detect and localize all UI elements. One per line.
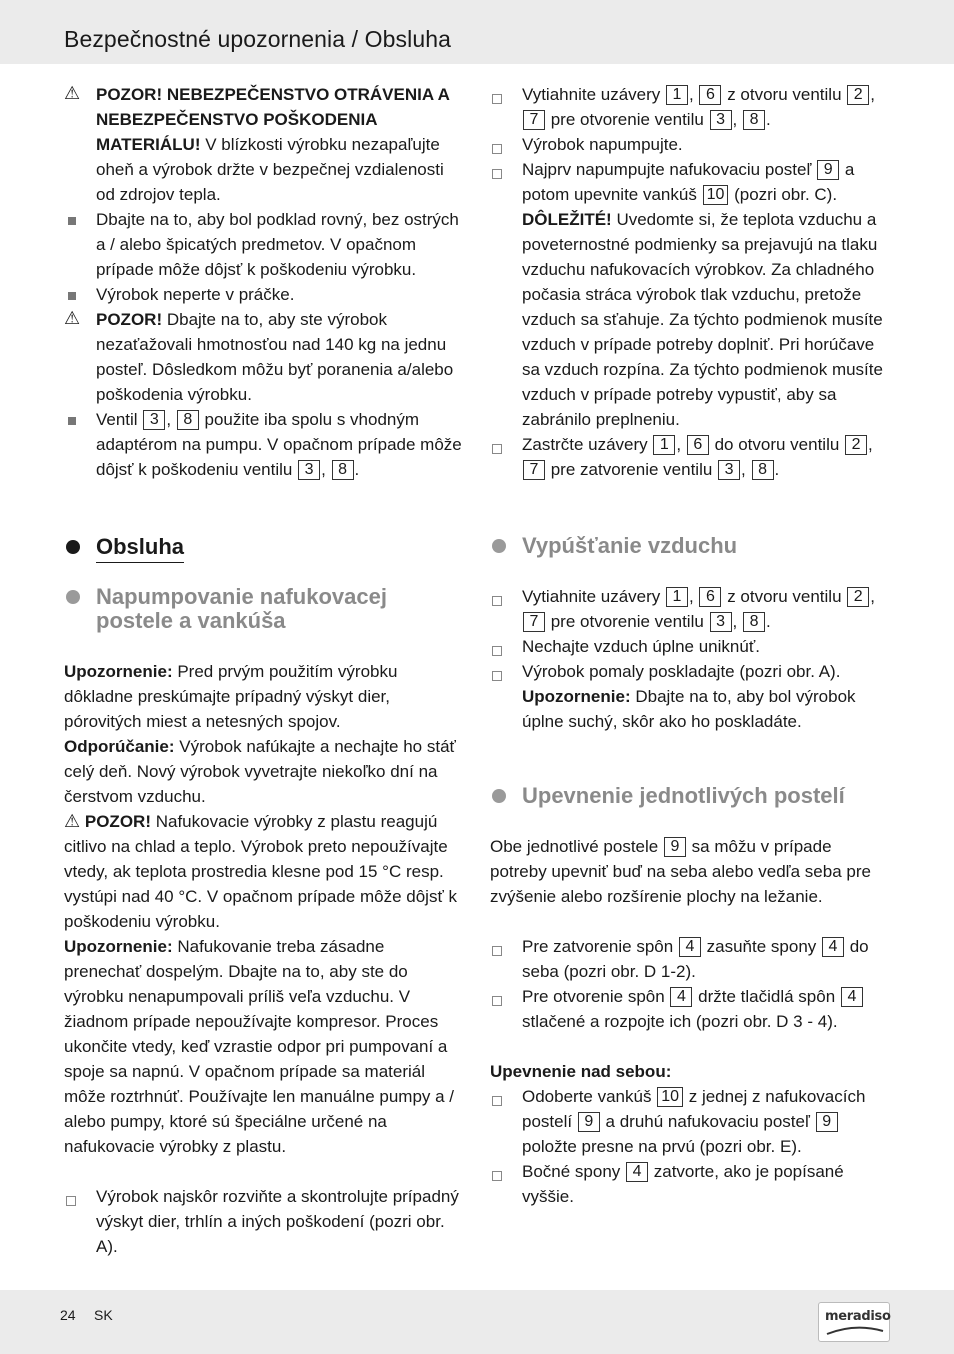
section-heading-napumpovanie <box>64 585 464 633</box>
list-item-text: Zastrčte uzávery <box>522 435 653 454</box>
list-item-text: Výrobok napumpujte. <box>522 135 683 154</box>
list-item <box>490 934 890 984</box>
list-item-text: držte tlačidlá spôn <box>693 987 840 1006</box>
list-item <box>64 282 464 307</box>
list-item-text: Vytiahnite uzávery <box>522 85 665 104</box>
paragraph-text: Nafukovanie treba zásadne prenechať dospelým. Dbajte na to, aby ste do výrobku nenapumpovali príliš veľa vzduchu. V žiadnom prípade nepoužívajte kompresor. Proces ukončite vtedy, keď vzrastie odpor pri pumpovaní a spoje sa napnú. V opačnom prípade sa materiál môže roztrhnúť. Používajte len manuálne pumpy a / alebo pumpy, ktoré sú špeciálne určené na nafukovacie výrobky z plastu. <box>64 937 455 1156</box>
list-item <box>490 82 890 132</box>
list-item <box>490 634 890 659</box>
subheading-nad-sebou: Upevnenie nad sebou: <box>490 1062 672 1081</box>
separator: , <box>868 435 873 454</box>
ref-box: 3 <box>143 410 165 430</box>
warning-triangle-icon: ⚠ <box>64 811 81 831</box>
separator: , <box>676 435 682 454</box>
separator: . <box>354 460 360 479</box>
list-item-text: použite iba spolu s vhodným adaptérom na pumpu. V opačnom prípade môže dôjsť k poškodeniu ventilu <box>96 410 462 479</box>
warning-poisoning <box>64 82 464 207</box>
meradiso-logo-icon <box>818 1302 890 1342</box>
ref-box: 8 <box>743 110 765 130</box>
ref-box: 1 <box>653 435 675 455</box>
separator: . <box>774 460 780 479</box>
ref-box: 4 <box>626 1162 648 1182</box>
warning-triangle-icon: ⚠ <box>64 308 81 328</box>
ref-box: 10 <box>703 185 729 205</box>
list-item <box>64 207 464 282</box>
list-item-text: Odoberte vankúš <box>522 1087 657 1106</box>
list-item-text: z otvoru ventilu <box>722 587 847 606</box>
ref-box: 6 <box>699 85 721 105</box>
ref-box: 9 <box>578 1112 600 1132</box>
separator: , <box>321 460 326 479</box>
list-item-text: zasuňte spony <box>701 937 821 956</box>
list-item <box>490 984 890 1034</box>
ref-box: 8 <box>752 460 774 480</box>
list-item-text: Pre zatvorenie spôn <box>522 937 678 956</box>
page-title: Bezpečnostné upozornenia / Obsluha <box>64 26 451 52</box>
list-item <box>490 659 890 734</box>
paragraph-pozor <box>64 809 464 934</box>
page-number: 24 <box>60 1307 76 1323</box>
separator: . <box>766 110 771 129</box>
paragraph-upozornenie-2 <box>64 934 464 1159</box>
separator: , <box>689 85 694 104</box>
logo-swoosh <box>825 1325 885 1337</box>
paragraph-text: Nafukovacie výrobky z plastu reagujú citlivo na chlad a teplo. Výrobok preto nepoužívajte vtedy, ak teplota prostredia klesne pod 15 °C resp. vystúpi nad 40 °C. V opačnom prípade môže dôjsť k poškodeniu výrobku. <box>64 812 458 931</box>
list-item-text: Ventil <box>96 410 143 429</box>
ref-box: 10 <box>657 1087 683 1107</box>
ref-box: 7 <box>523 110 545 130</box>
list-item-text: (pozri obr. C). <box>729 185 838 204</box>
language-code: SK <box>94 1307 113 1323</box>
heading-text: Napumpovanie nafukovacej postele a vankúša <box>96 584 387 633</box>
ref-box: 4 <box>679 937 701 957</box>
paragraph-odporucanie <box>64 734 464 809</box>
list-item <box>64 1184 464 1259</box>
ref-box: 9 <box>664 837 686 857</box>
ref-box: 2 <box>845 435 867 455</box>
list-item-text: položte presne na prvú (pozri obr. E). <box>522 1137 802 1156</box>
heading-text: Upevnenie jednotlivých postelí <box>522 783 845 808</box>
separator: , <box>166 410 172 429</box>
label-bold: Odporúčanie: <box>64 737 175 756</box>
list-item-text: zatvorte, ako je popísané vyššie. <box>522 1162 844 1206</box>
list-item-text: do otvoru ventilu <box>709 435 845 454</box>
separator: , <box>741 460 746 479</box>
page-header <box>0 0 954 64</box>
list-item-text: Bočné spony <box>522 1162 626 1181</box>
bullet-dot-icon <box>66 540 80 554</box>
separator: , <box>870 587 875 606</box>
list-item-text: pre zatvorenie ventilu <box>546 460 718 479</box>
list-item <box>490 132 890 157</box>
page-footer <box>0 1290 954 1354</box>
bullet-dot-icon <box>66 590 80 604</box>
list-item <box>490 1084 890 1159</box>
section-heading-obsluha <box>64 534 464 563</box>
paragraph-text: Uvedomte si, že teplota vzduchu a poveternostné podmienky sa prejavujú na tlaku vzduchu nafukovacích výrobkov. Za chladného počasia stráca výrobok tlak vzduchu, pretože vzduch sa sťahuje. Za týchto podmienok musíte vzduch v prípade potreby doplniť. Pri horúčave sa vzduch rozpína. Za týchto podmienok musíte vzduch v prípade potreby vypustiť, aby sa zabránilo preplneniu. <box>522 210 883 429</box>
list-item-text: Najprv napumpujte nafukovaciu posteľ <box>522 160 817 179</box>
separator: , <box>689 587 694 606</box>
separator: , <box>732 110 738 129</box>
separator: . <box>766 612 771 631</box>
ref-box: 7 <box>523 612 545 632</box>
warning-bold: POZOR! NEBEZPEČENSTVO OTRÁVENIA A NEBEZPEČENSTVO POŠKODENIA MATERIÁLU! <box>96 85 450 154</box>
list-item <box>490 1159 890 1209</box>
right-column <box>490 82 890 1209</box>
paragraph-upozornenie <box>64 659 464 734</box>
list-item-text: do seba (pozri obr. D 1-2). <box>522 937 869 981</box>
warning-weight <box>64 307 464 407</box>
ref-box: 1 <box>666 85 688 105</box>
list-item-text: Vytiahnite uzávery <box>522 587 665 606</box>
warning-text: Dbajte na to, aby ste výrobok nezaťažovali hmotnosťou nad 140 kg na jednu posteľ. Dôsledkom môžu byť poranenia a/alebo poškodenia výrobku. <box>96 310 454 404</box>
section-heading-upevnenie <box>490 784 890 808</box>
list-item-text: Nechajte vzduch úplne uniknúť. <box>522 637 760 656</box>
list-item-text: z jednej z nafukovacích postelí <box>522 1087 866 1131</box>
heading-text: Vypúšťanie vzduchu <box>522 533 738 558</box>
list-item-text: z otvoru ventilu <box>722 85 847 104</box>
paragraph-text: Pred prvým použitím výrobku dôkladne preskúmajte prípadný výskyt dier, pórovitých miest a netesných spojov. <box>64 662 398 731</box>
ref-box: 2 <box>847 587 869 607</box>
label-bold: Upozornenie: <box>64 937 173 956</box>
separator: , <box>732 612 738 631</box>
label-bold: DÔLEŽITÉ! <box>522 210 612 229</box>
warning-triangle-icon: ⚠ <box>64 83 81 103</box>
ref-box: 3 <box>298 460 320 480</box>
ref-box: 9 <box>817 160 839 180</box>
ref-box: 9 <box>816 1112 838 1132</box>
ref-box: 3 <box>710 612 732 632</box>
warning-text: V blízkosti výrobku nezapaľujte oheň a výrobok držte v bezpečnej vzdialenosti od zdrojov tepla. <box>96 135 444 204</box>
list-item <box>64 407 464 482</box>
paragraph-text: Dbajte na to, aby bol výrobok úplne suchý, skôr ako ho poskladáte. <box>522 687 856 731</box>
section-heading-vypustanie <box>490 534 890 558</box>
ref-box: 1 <box>666 587 688 607</box>
label-bold: Upozornenie: <box>522 687 631 706</box>
list-item-text: stlačené a rozpojte ich (pozri obr. D 3 - 4). <box>522 1012 838 1031</box>
paragraph-text: Výrobok nafúkajte a nechajte ho stáť celý deň. Nový výrobok vyvetrajte niekoľko dní na čerstvom vzduchu. <box>64 737 456 806</box>
warning-bold: POZOR! <box>96 310 163 329</box>
ref-box: 3 <box>718 460 740 480</box>
ref-box: 2 <box>847 85 869 105</box>
list-item-text: Dbajte na to, aby bol podklad rovný, bez ostrých a / alebo špicatých predmetov. V opačnom prípade môže dôjsť k poškodeniu výrobku. <box>96 210 459 279</box>
ref-box: 6 <box>699 587 721 607</box>
ref-box: 4 <box>822 937 844 957</box>
bullet-dot-icon <box>492 789 506 803</box>
heading-text: Obsluha <box>96 534 184 563</box>
list-item-text: a druhú nafukovaciu posteľ <box>600 1112 815 1131</box>
list-item-text: pre otvorenie ventilu <box>546 612 709 631</box>
list-item <box>490 157 890 432</box>
ref-box: 8 <box>177 410 199 430</box>
bullet-dot-icon <box>492 539 506 553</box>
list-item <box>490 584 890 634</box>
left-column <box>64 82 464 1259</box>
list-item-text: Výrobok neperte v práčke. <box>96 285 295 304</box>
separator: , <box>870 85 875 104</box>
ref-box: 8 <box>743 612 765 632</box>
ref-box: 4 <box>670 987 692 1007</box>
ref-box: 8 <box>332 460 354 480</box>
list-item <box>490 432 890 482</box>
paragraph-text: Obe jednotlivé postele <box>490 837 663 856</box>
logo-text: meradiso <box>825 1309 891 1324</box>
ref-box: 3 <box>710 110 732 130</box>
label-bold: POZOR! <box>84 812 151 831</box>
ref-box: 6 <box>687 435 709 455</box>
list-item-text: Pre otvorenie spôn <box>522 987 670 1006</box>
list-item-text: pre otvorenie ventilu <box>546 110 709 129</box>
list-item-text: Výrobok najskôr rozviňte a skontrolujte prípadný výskyt dier, trhlín a iných poškodení (pozri obr. A). <box>96 1187 459 1256</box>
list-item-text: Výrobok pomaly poskladajte (pozri obr. A). <box>522 662 841 681</box>
list-item-text: a potom upevnite vankúš <box>522 160 855 204</box>
paragraph-text: sa môžu v prípade potreby upevniť buď na seba alebo vedľa seba pre zvýšenie alebo rozšírenie plochy na ležanie. <box>490 837 871 906</box>
ref-box: 7 <box>523 460 545 480</box>
paragraph-upevnenie <box>490 834 890 909</box>
ref-box: 4 <box>841 987 863 1007</box>
label-bold: Upozornenie: <box>64 662 173 681</box>
